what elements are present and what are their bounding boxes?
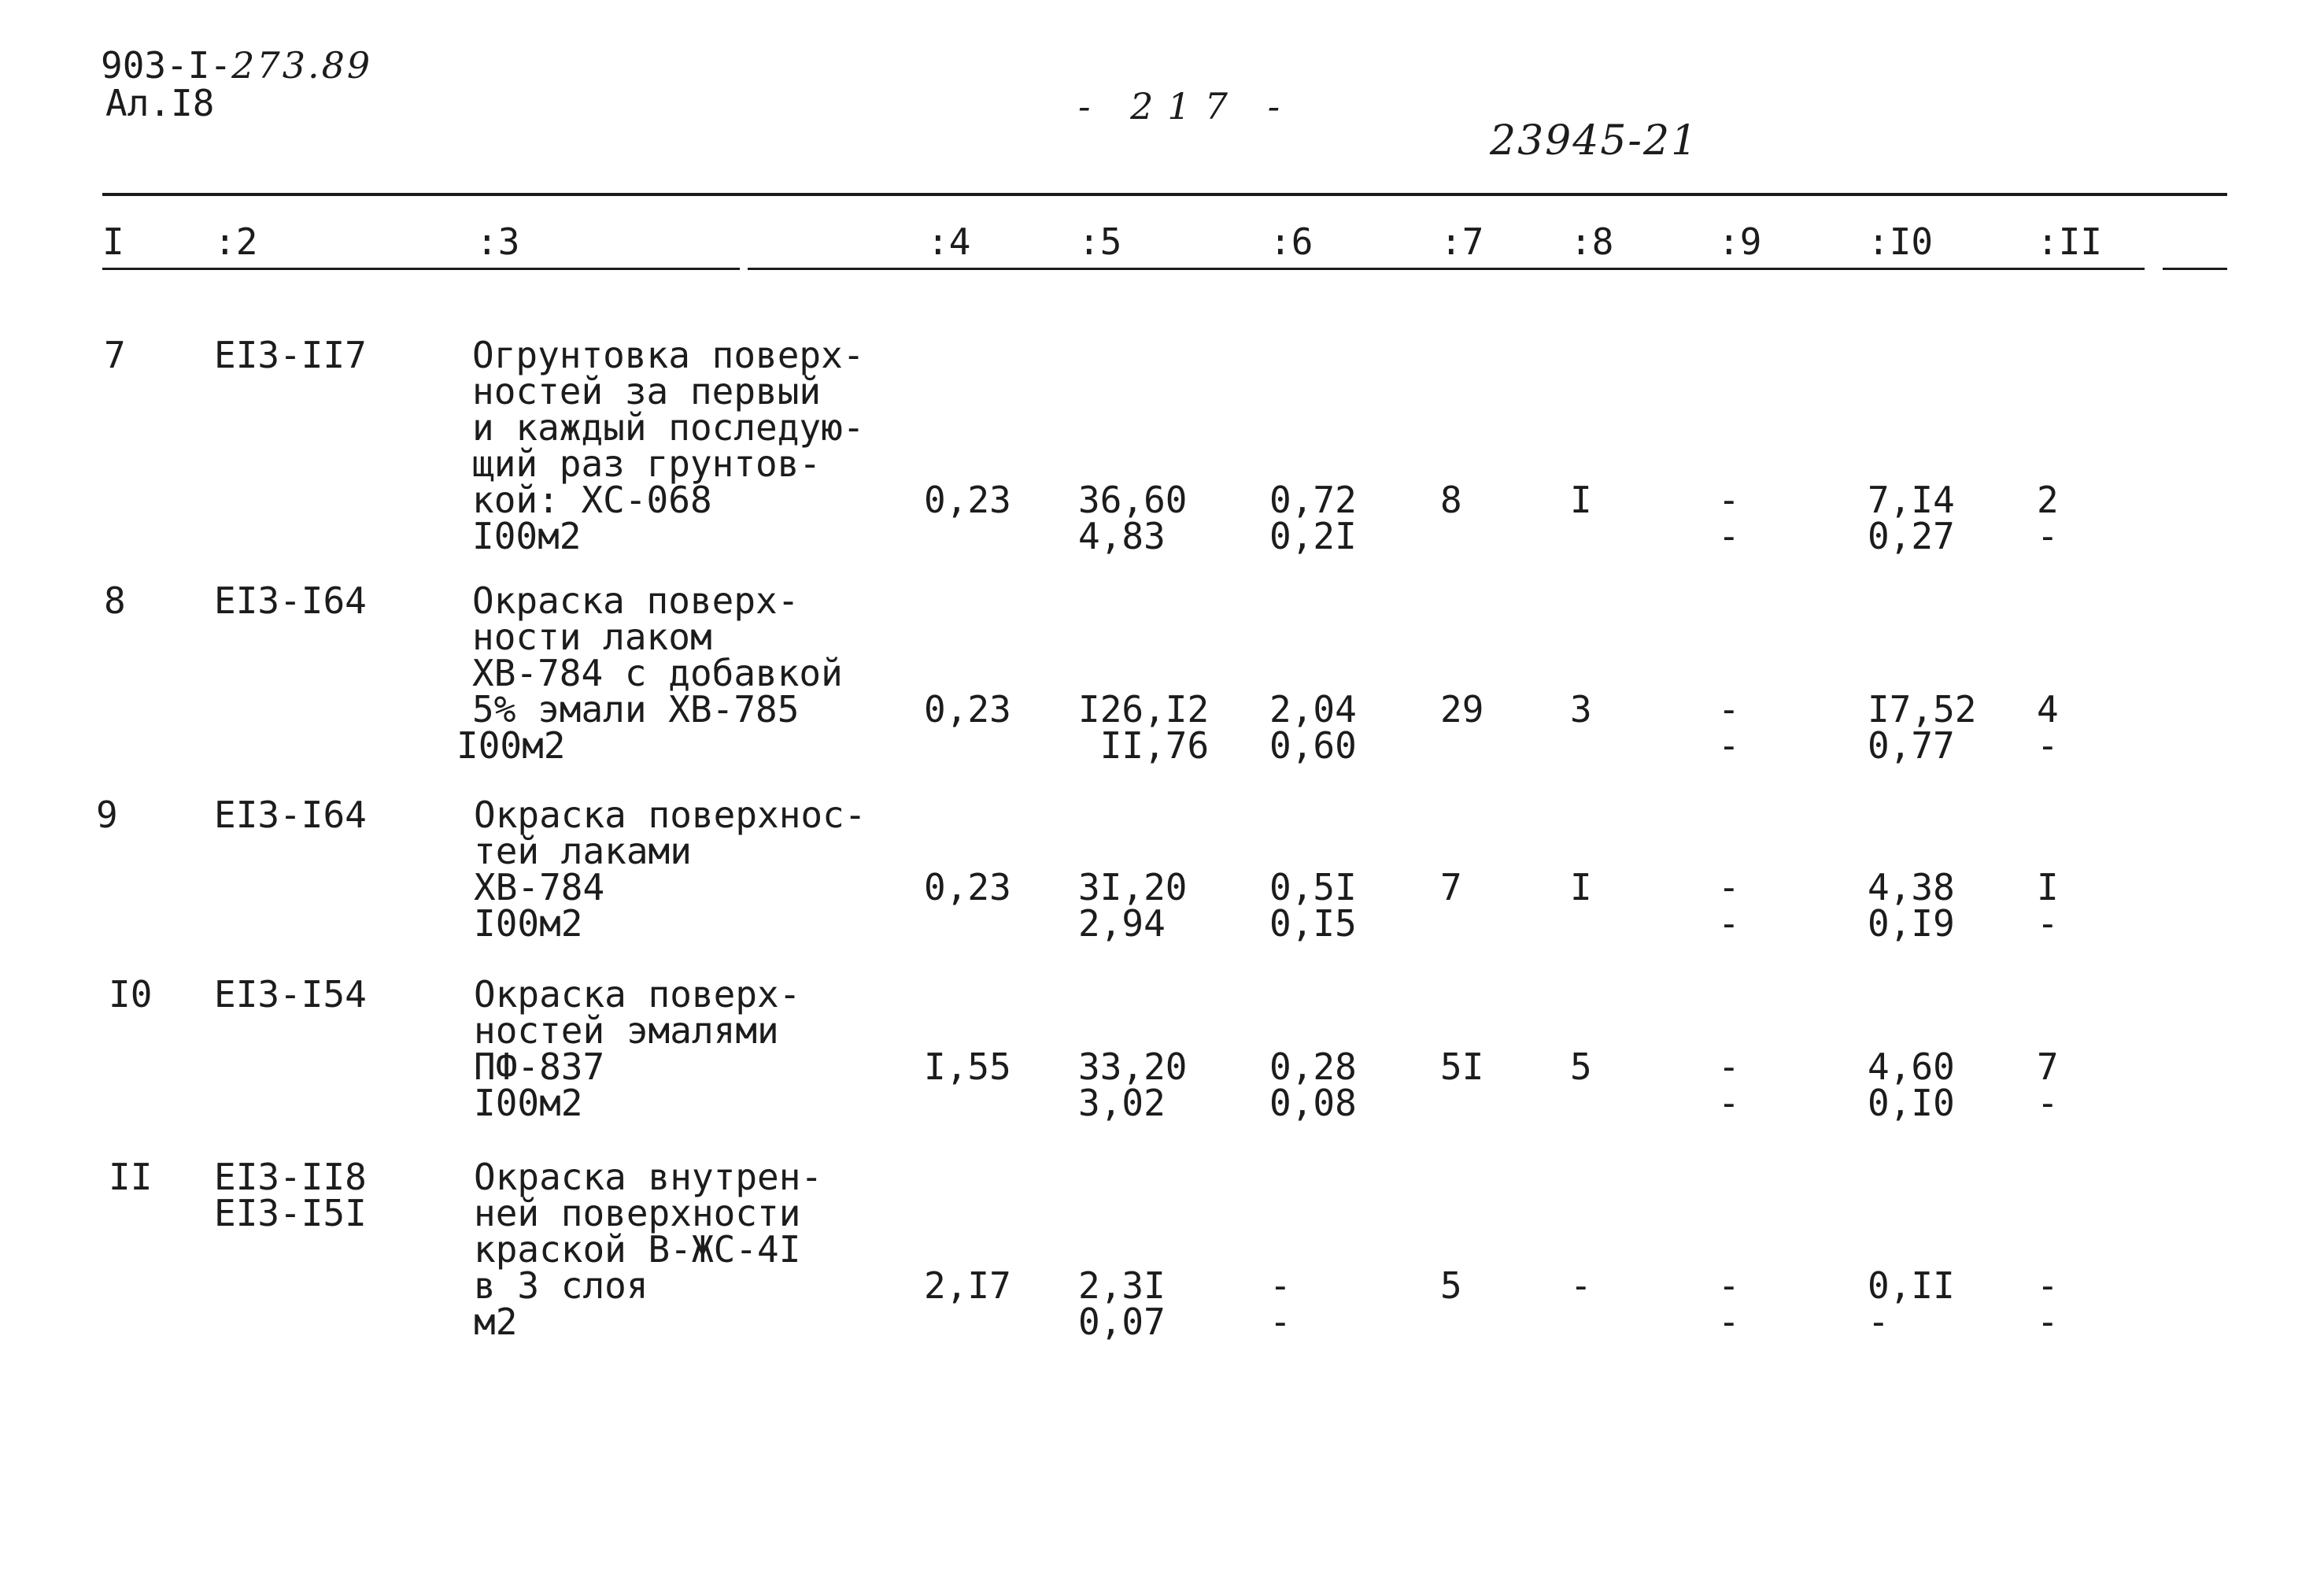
row-col5: 2,3I	[1078, 1264, 1166, 1307]
row-col5-sub: II,76	[1078, 724, 1210, 767]
table-header-rule-left	[102, 268, 740, 270]
row-description-line: в 3 слоя	[474, 1264, 648, 1307]
row-col5-sub: 0,07	[1078, 1301, 1166, 1343]
row-col5-sub: 2,94	[1078, 902, 1166, 945]
row-col10: 4,38	[1868, 866, 1955, 908]
row-col7: 5	[1440, 1264, 1462, 1307]
row-description-line: щий раз грунтов-	[472, 442, 822, 485]
row-description-line: ХВ-784 с добавкой	[472, 652, 843, 694]
row-col6: 0,72	[1269, 479, 1357, 521]
column-header-2: :2	[214, 220, 258, 263]
row-col6: 0,5I	[1269, 866, 1357, 908]
row-col5: 3I,20	[1078, 866, 1188, 908]
row-description-line: 5% эмали ХВ-785	[472, 688, 800, 731]
row-col7: 29	[1440, 688, 1484, 731]
row-col11-sub: -	[2037, 1082, 2059, 1124]
row-col11-sub: -	[2037, 902, 2059, 945]
row-col4: 0,23	[924, 479, 1011, 521]
column-header-10: :I0	[1868, 220, 1934, 263]
row-code: EI3-I54	[214, 973, 367, 1016]
row-description-line: и каждый последую-	[472, 406, 865, 449]
row-col11-sub: -	[2037, 724, 2059, 767]
row-code: EI3-II8	[214, 1156, 367, 1198]
row-col4: 0,23	[924, 688, 1011, 731]
row-col10: 7,I4	[1868, 479, 1955, 521]
row-number: 8	[104, 579, 126, 622]
row-description-line: I00м2	[472, 515, 582, 557]
row-col10-sub: 0,27	[1868, 515, 1955, 557]
row-col9-sub: -	[1718, 1082, 1740, 1124]
row-col11: -	[2037, 1264, 2059, 1307]
row-description-line: I00м2	[474, 902, 583, 945]
row-col8: I	[1570, 479, 1592, 521]
row-col6-sub: 0,I5	[1269, 902, 1357, 945]
row-col10: I7,52	[1868, 688, 1977, 731]
row-description-line: ностей за первый	[472, 370, 822, 413]
column-header-11: :II	[2037, 220, 2103, 263]
table-header-rule-end	[2163, 268, 2227, 270]
row-code: EI3-I5I	[214, 1192, 367, 1234]
row-number: 7	[104, 334, 126, 376]
document-number	[101, 46, 372, 85]
row-col10: 4,60	[1868, 1045, 1955, 1088]
row-col10-sub: -	[1868, 1301, 1890, 1343]
row-description-line: ХВ-784	[474, 866, 605, 908]
page-number: - 217 -	[1078, 85, 1295, 128]
row-col6-sub: -	[1269, 1301, 1291, 1343]
row-number: II	[109, 1156, 153, 1198]
row-col8: 3	[1570, 688, 1592, 731]
row-col6-sub: 0,08	[1269, 1082, 1357, 1124]
row-col9-sub: -	[1718, 902, 1740, 945]
row-col6: 0,28	[1269, 1045, 1357, 1088]
row-description-line: I00м2	[474, 1082, 583, 1124]
row-col9: -	[1718, 1264, 1740, 1307]
column-header-3: :3	[476, 220, 520, 263]
sheet-number: Ал.I8	[105, 82, 215, 124]
row-description-line: м2	[474, 1301, 518, 1343]
row-col9-sub: -	[1718, 515, 1740, 557]
row-col4: 2,I7	[924, 1264, 1011, 1307]
row-col10-sub: 0,I9	[1868, 902, 1955, 945]
row-description-line: ностей эмалями	[474, 1009, 779, 1052]
row-description-line: краской В-ЖС-4I	[474, 1228, 801, 1271]
row-description-line: I00м2	[456, 724, 566, 767]
row-col9: -	[1718, 479, 1740, 521]
row-col5: 33,20	[1078, 1045, 1188, 1088]
column-header-6: :6	[1269, 220, 1313, 263]
row-col9: -	[1718, 688, 1740, 731]
column-header-4: :4	[927, 220, 971, 263]
column-header-7: :7	[1440, 220, 1484, 263]
row-col7: 7	[1440, 866, 1462, 908]
column-header-8: :8	[1570, 220, 1614, 263]
row-col5-sub: 4,83	[1078, 515, 1166, 557]
document-number-print: 903-I-	[101, 44, 232, 87]
row-col7: 5I	[1440, 1045, 1484, 1088]
row-description-line: Окраска поверх-	[472, 579, 800, 622]
row-col9: -	[1718, 866, 1740, 908]
row-col8: I	[1570, 866, 1592, 908]
column-header-1: I	[102, 220, 124, 263]
row-col5: I26,I2	[1078, 688, 1210, 731]
row-col11: 7	[2037, 1045, 2059, 1088]
row-description-line: Огрунтовка поверх-	[472, 334, 865, 376]
row-col7: 8	[1440, 479, 1462, 521]
row-description-line: кой: ХС-068	[472, 479, 712, 521]
row-code: EI3-II7	[214, 334, 367, 376]
row-col11-sub: -	[2037, 1301, 2059, 1343]
row-col6-sub: 0,60	[1269, 724, 1357, 767]
row-col9-sub: -	[1718, 1301, 1740, 1343]
row-col10: 0,II	[1868, 1264, 1955, 1307]
row-description-line: Окраска поверх-	[474, 973, 801, 1016]
row-code: EI3-I64	[214, 794, 367, 836]
inventory-number: 23945-21	[1490, 117, 1699, 165]
table-top-rule	[102, 193, 2227, 196]
row-col11-sub: -	[2037, 515, 2059, 557]
row-col11: 4	[2037, 688, 2059, 731]
row-col9-sub: -	[1718, 724, 1740, 767]
row-col5: 36,60	[1078, 479, 1188, 521]
row-description-line: ней поверхности	[474, 1192, 801, 1234]
table-header-rule-right	[748, 268, 2145, 270]
row-col4: 0,23	[924, 866, 1011, 908]
row-description-line: ности лаком	[472, 616, 712, 658]
row-col4: I,55	[924, 1045, 1011, 1088]
row-description-line: Окраска внутрен-	[474, 1156, 823, 1198]
row-col8: 5	[1570, 1045, 1592, 1088]
row-number: 9	[96, 794, 118, 836]
row-col5-sub: 3,02	[1078, 1082, 1166, 1124]
column-header-5: :5	[1078, 220, 1122, 263]
row-col11: 2	[2037, 479, 2059, 521]
row-col8: -	[1570, 1264, 1592, 1307]
row-code: EI3-I64	[214, 579, 367, 622]
row-col9: -	[1718, 1045, 1740, 1088]
row-col10-sub: 0,77	[1868, 724, 1955, 767]
column-header-9: :9	[1718, 220, 1762, 263]
row-col6: 2,04	[1269, 688, 1357, 731]
row-col11: I	[2037, 866, 2059, 908]
row-description-line: Окраска поверхнос-	[474, 794, 866, 836]
row-col6: -	[1269, 1264, 1291, 1307]
row-description-line: тей лаками	[474, 830, 692, 872]
row-number: I0	[109, 973, 153, 1016]
document-number-handwritten: 273.89	[231, 44, 373, 87]
row-col6-sub: 0,2I	[1269, 515, 1357, 557]
row-description-line: ПФ-837	[474, 1045, 605, 1088]
row-col10-sub: 0,I0	[1868, 1082, 1955, 1124]
